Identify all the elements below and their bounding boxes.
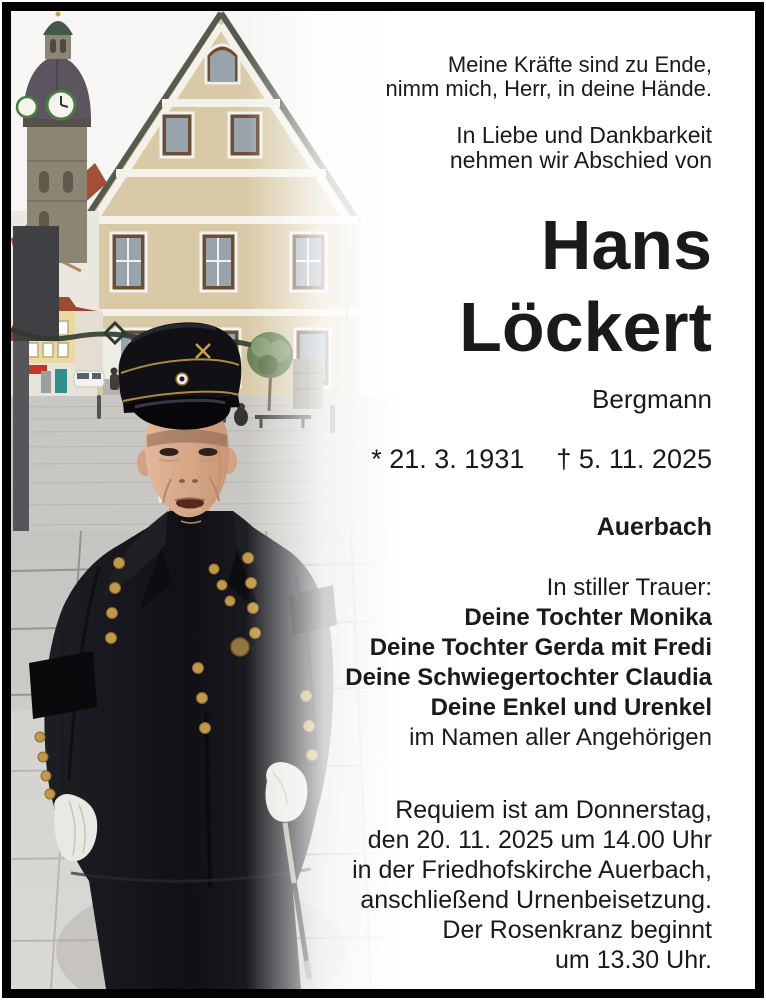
mourning-block — [11, 573, 712, 753]
first-name: Hans — [540, 206, 712, 284]
life-dates — [11, 445, 712, 473]
funeral-service-info — [11, 795, 712, 975]
intro-line: nehmen wir Abschied von — [449, 147, 712, 173]
verse-line: Meine Kräfte sind zu Ende, — [447, 52, 712, 77]
mourning-closing: im Namen aller Angehörigen — [409, 724, 712, 751]
mourner: Deine Tochter Monika — [464, 604, 712, 631]
service-line: Requiem ist am Donnerstag, — [395, 796, 712, 824]
mourner: Deine Tochter Gerda mit Fredi — [369, 634, 712, 661]
birth-date: * 21. 3. 1931 — [371, 444, 525, 474]
memorial-verse — [11, 53, 712, 101]
service-line: Der Rosenkranz beginnt — [442, 916, 712, 944]
mourner: Deine Schwiegertochter Claudia — [345, 664, 712, 691]
death-date: † 5. 11. 2025 — [556, 444, 712, 474]
obituary-card — [2, 2, 764, 998]
service-line: um 13.30 Uhr. — [554, 946, 712, 974]
last-name: Löckert — [459, 288, 712, 366]
intro-line: In Liebe und Dankbarkeit — [456, 122, 712, 148]
farewell-intro — [11, 123, 712, 173]
service-line: anschließend Urnenbeisetzung. — [360, 886, 712, 914]
service-line: in der Friedhofskirche Auerbach, — [352, 856, 712, 884]
obituary-text — [11, 11, 755, 989]
profession: Bergmann — [592, 384, 712, 414]
place: Auerbach — [596, 513, 712, 541]
mourner: Deine Enkel und Urenkel — [430, 694, 712, 721]
mourning-heading: In stiller Trauer: — [546, 574, 712, 601]
deceased-name — [11, 204, 712, 368]
service-line: den 20. 11. 2025 um 14.00 Uhr — [367, 826, 712, 854]
verse-line: nimm mich, Herr, in deine Hände. — [385, 76, 712, 101]
